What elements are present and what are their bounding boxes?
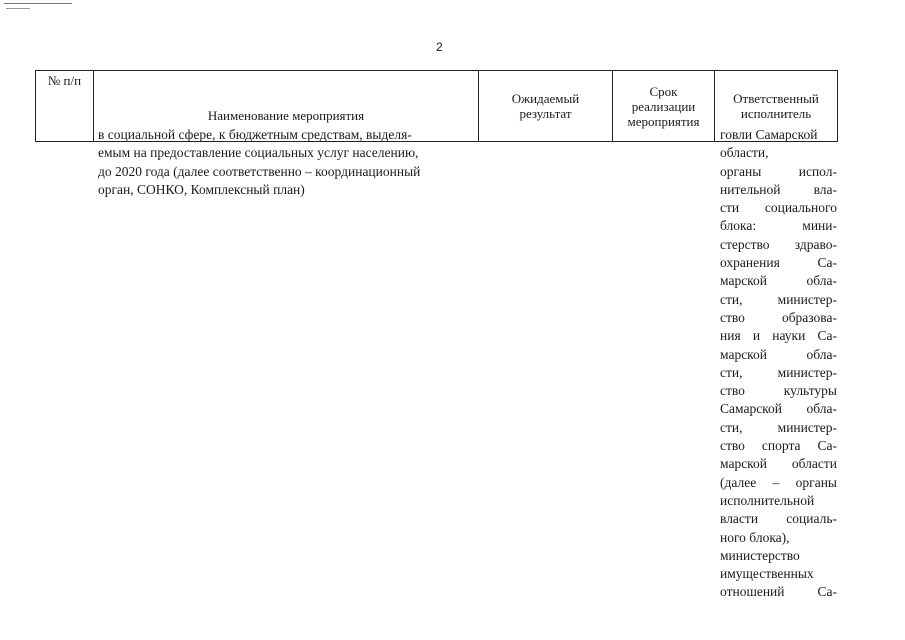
header-line: результат	[519, 106, 572, 121]
text-line: орган, СОНКО, Комплексный план)	[98, 181, 305, 197]
text-line: в социальной сфере, к бюджетным средствам, выделя-	[98, 127, 412, 142]
header-line: Ожидаемый	[511, 91, 580, 106]
text-line: ство спорта Са-	[720, 438, 837, 454]
text-line: сти социального	[720, 200, 837, 216]
header-line: Срок	[649, 83, 678, 99]
text-line: емым на предоставление социальных услуг населению,	[98, 145, 419, 161]
text-line: министерство	[720, 547, 800, 563]
text-line: марской обла-	[720, 273, 837, 289]
text-line: блока: мини-	[720, 218, 837, 234]
text-line: Самарской обла-	[720, 401, 837, 417]
text-line: марской области	[720, 456, 837, 472]
header-line: Ответственный	[733, 91, 819, 106]
text-line: охранения Са-	[720, 255, 837, 271]
text-line: органы испол-	[720, 163, 837, 179]
header-line: реализации	[631, 98, 696, 114]
header-line: исполнитель	[740, 106, 812, 121]
event-name-text	[98, 126, 476, 199]
text-line: ния и науки Са-	[720, 328, 837, 344]
header-expected-result	[479, 71, 613, 142]
text-line: стерство здраво-	[720, 236, 837, 252]
page-number: 2	[436, 40, 443, 54]
text-line: власти социаль-	[720, 511, 837, 527]
text-line: сти, министер-	[720, 419, 837, 435]
text-line: области,	[720, 145, 769, 161]
responsible-text	[720, 126, 837, 602]
text-line: имущественных	[720, 566, 814, 582]
text-line: ство культуры	[720, 383, 837, 399]
text-line: ство образова-	[720, 309, 837, 325]
text-line: сти, министер-	[720, 364, 837, 380]
text-line: до 2020 года (далее соответственно – координационный	[98, 163, 421, 179]
text-line: (далее – органы	[720, 474, 837, 490]
header-line: мероприятия	[627, 113, 700, 129]
text-line: ного блока),	[720, 529, 790, 545]
text-line: говли Самарской	[720, 127, 818, 142]
text-line: отношений Са-	[720, 584, 837, 600]
text-line: нительной вла-	[720, 181, 837, 197]
text-line: марской обла-	[720, 346, 837, 362]
text-line: сти, министер-	[720, 291, 837, 307]
scan-artifact-line	[4, 3, 72, 6]
header-event-name: Наименование мероприятия	[94, 71, 479, 142]
header-term	[613, 71, 715, 142]
text-line: исполнительной	[720, 492, 815, 508]
scan-artifact-line	[6, 8, 30, 10]
header-number: № п/п	[36, 71, 94, 142]
